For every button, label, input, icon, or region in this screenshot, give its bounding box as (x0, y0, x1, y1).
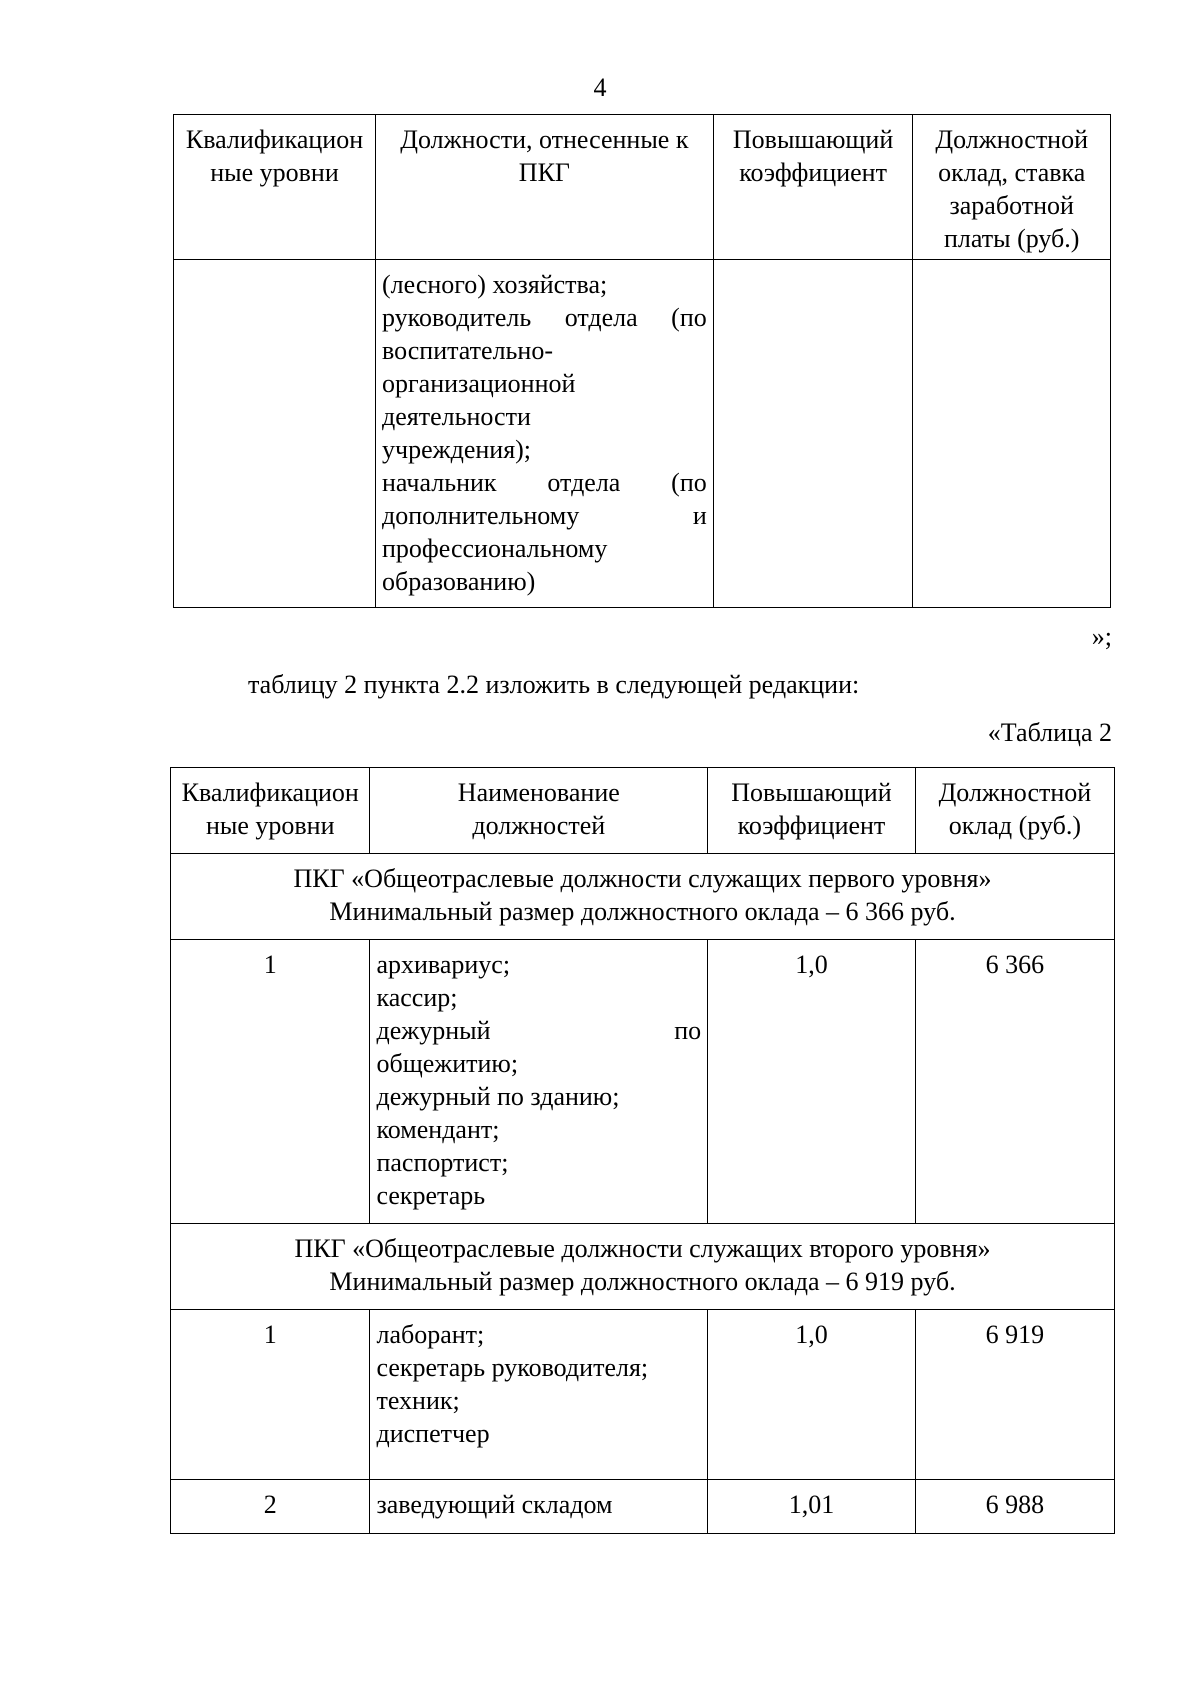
cell-positions: заведующий складом (370, 1480, 708, 1534)
cell-coefficient: 1,0 (708, 1310, 916, 1480)
header-qualification-levels: Квалификацион ные уровни (174, 115, 376, 260)
table-row (171, 940, 1115, 1224)
cell-salary-empty (913, 260, 1111, 608)
group-header-row (171, 1224, 1115, 1310)
cell-salary: 6 919 (915, 1310, 1114, 1480)
cell-level-empty (174, 260, 376, 608)
header-salary: Должностной оклад, ставка заработной платы (руб.) (913, 115, 1111, 260)
cell-level: 1 (171, 940, 370, 1224)
group-header-first-level: ПКГ «Общеотраслевые должности служащих первого уровня» Минимальный размер должностного оклада – 6 366 руб. (171, 854, 1115, 940)
cell-salary: 6 988 (915, 1480, 1114, 1534)
table-2 (170, 767, 1115, 1534)
table-2-header-row (171, 768, 1115, 854)
group-header-row (171, 854, 1115, 940)
table-1-continuation (173, 114, 1111, 608)
header-salary: Должностной оклад (руб.) (915, 768, 1114, 854)
header-position-names: Наименование должностей (370, 768, 708, 854)
table-caption: «Таблица 2 (987, 718, 1112, 747)
page-number: 4 (593, 73, 607, 102)
instruction-text: таблицу 2 пункта 2.2 изложить в следующей редакции: (248, 670, 860, 699)
table-row (174, 260, 1111, 608)
cell-positions: архивариус; кассир; дежурный по общежитию; дежурный по зданию; комендант; паспортист; секретарь (370, 940, 708, 1224)
header-positions-assigned: Должности, отнесенные к ПКГ (376, 115, 714, 260)
cell-coefficient-empty (713, 260, 913, 608)
table-1-header-row (174, 115, 1111, 260)
group-header-second-level: ПКГ «Общеотраслевые должности служащих второго уровня» Минимальный размер должностного оклада – 6 919 руб. (171, 1224, 1115, 1310)
header-qualification-levels: Квалификацион ные уровни (171, 768, 370, 854)
cell-salary: 6 366 (915, 940, 1114, 1224)
table-row (171, 1480, 1115, 1534)
cell-level: 1 (171, 1310, 370, 1480)
cell-level: 2 (171, 1480, 370, 1534)
cell-positions: (лесного) хозяйства; руководитель отдела (по воспитательно- организационной деятельности учреждения); начальник отдела (по дополнительному и профессиональному образованию) (376, 260, 714, 608)
cell-positions: лаборант; секретарь руководителя; техник; диспетчер (370, 1310, 708, 1480)
table-row (171, 1310, 1115, 1480)
closing-quote: »; (1091, 622, 1112, 651)
header-coefficient: Повышающий коэффициент (713, 115, 913, 260)
header-coefficient: Повышающий коэффициент (708, 768, 916, 854)
cell-coefficient: 1,01 (708, 1480, 916, 1534)
cell-coefficient: 1,0 (708, 940, 916, 1224)
